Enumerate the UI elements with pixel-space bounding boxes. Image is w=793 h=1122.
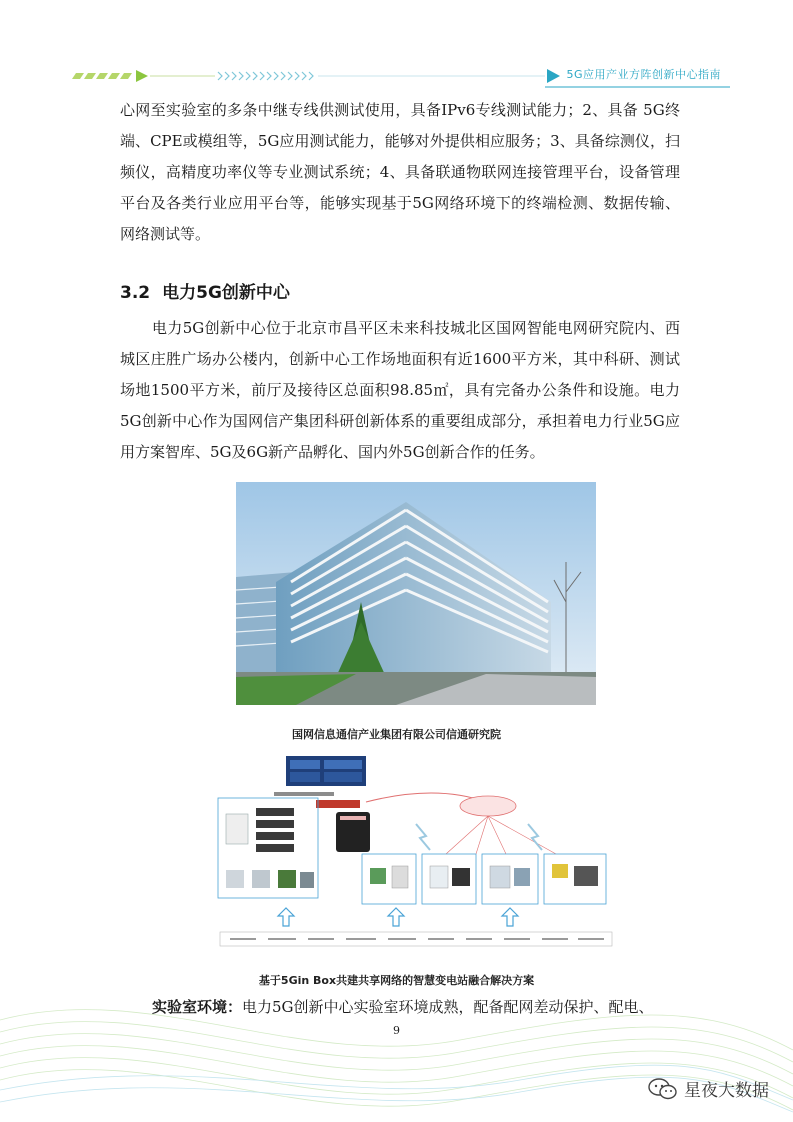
lab-environment-label: 实验室环境： bbox=[152, 998, 243, 1016]
building-photo bbox=[236, 482, 596, 705]
section-title: 电力5G创新中心 bbox=[162, 283, 290, 303]
section-heading bbox=[120, 278, 302, 303]
header-chevrons bbox=[218, 72, 313, 80]
watermark-text: 星夜大数据 bbox=[684, 1081, 769, 1101]
photo-caption: 国网信息通信产业集团有限公司信通研究院 bbox=[292, 728, 501, 741]
header-title: 5G应用产业方阵创新中心指南 bbox=[566, 68, 721, 81]
solution-diagram bbox=[216, 754, 616, 950]
section-number: 3.2 bbox=[120, 283, 151, 303]
header-arrow-left bbox=[136, 70, 148, 82]
header-hatch-left bbox=[72, 73, 132, 79]
wechat-icon bbox=[648, 1078, 678, 1100]
diagram-caption: 基于5Gin Box共建共享网络的智慧变电站融合解决方案 bbox=[258, 974, 535, 987]
watermark bbox=[648, 1076, 769, 1101]
paragraph-center-intro: 电力5G创新中心位于北京市昌平区未来科技城北区国网智能电网研究院内、西城区庄胜广场办公楼内，创新中心工作场地面积有近1600平方米，其中科研、测试场地1500平方米，前厅及接待区总面积98.85㎡，具有完备办公条件和设施。电力5G创新中心作为国网信产集团科研创新体系的重要组成部分，承担着电力行业5G应用方案智库、5G及6G新产品孵化、国内外5G创新合作的任务。 bbox=[120, 319, 680, 461]
paragraph-lab-environment bbox=[120, 992, 680, 1023]
header-title-arrow bbox=[547, 69, 560, 83]
lab-environment-text: 电力5G创新中心实验室环境成熟，配备配网差动保护、配电、 bbox=[242, 998, 654, 1016]
paragraph-lab-capabilities: 心网至实验室的多条中继专线供测试使用，具备IPv6专线测试能力；2、具备 5G终端、CPE或模组等，5G应用测试能力，能够对外提供相应服务；3、具备综测仪，扫频仪，高精度功率仪等专业测试系统；4、具备联通物联网连接管理平台，设备管理平台及各类行业应用平台等，能够实现基于5G网络环境下的终端检测、数据传输、网络测试等。 bbox=[120, 101, 680, 243]
page-number: 9 bbox=[393, 1024, 400, 1037]
